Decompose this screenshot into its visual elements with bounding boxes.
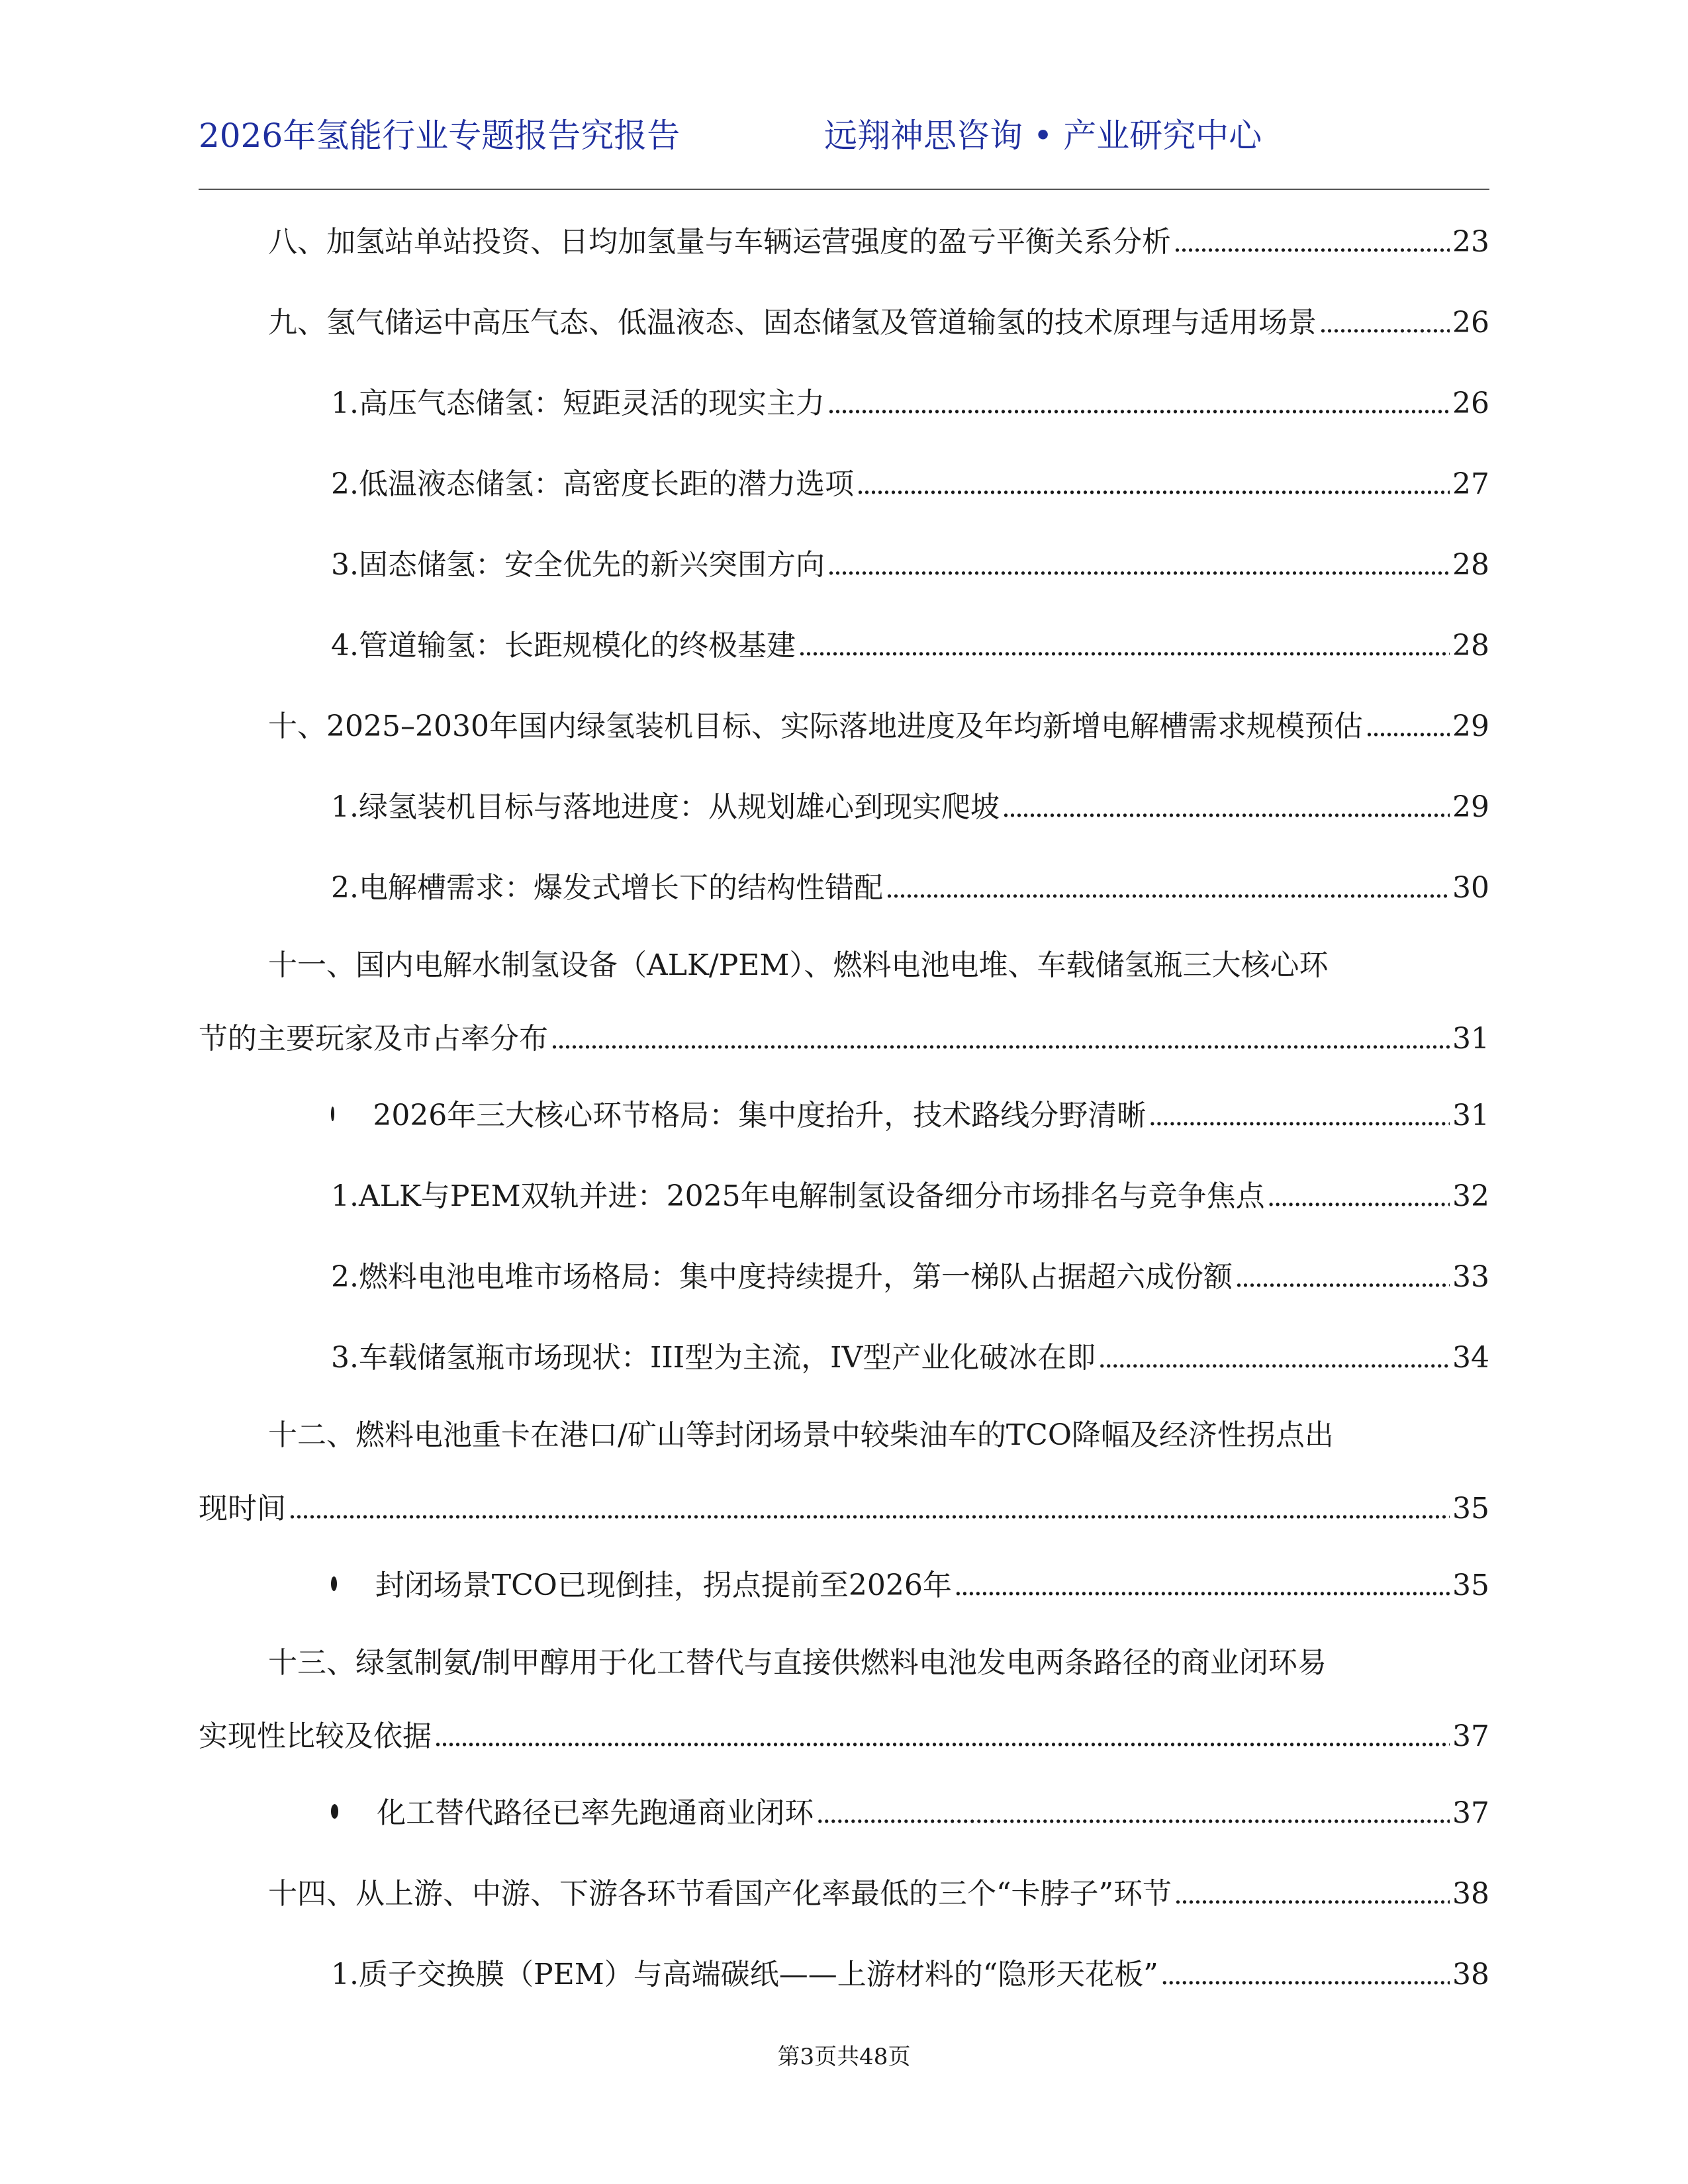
dot-leader <box>1235 1237 1450 1318</box>
toc-page-number: 37 <box>1452 1719 1489 1753</box>
dot-leader <box>1319 283 1450 363</box>
toc-entry-title: 1.ALK与PEM双轨并进：2025年电解制氢设备细分市场排名与竞争焦点 <box>331 1179 1265 1213</box>
dot-leader <box>1174 1854 1450 1934</box>
toc-entry-title: 1.绿氢装机目标与落地进度：从规划雄心到现实爬坡 <box>331 790 1000 824</box>
toc-entry[interactable] <box>199 1156 1489 1237</box>
dot-leader <box>1002 767 1450 848</box>
dot-leader <box>857 444 1450 525</box>
toc-entry-title: 2026年三大核心环节格局：集中度抬升，技术路线分野清晰 <box>373 1099 1147 1132</box>
toc-entry[interactable] <box>199 1934 1489 2015</box>
bullet-icon <box>331 1576 337 1591</box>
toc-entry-title: 2.燃料电池电堆市场格局：集中度持续提升，第一梯队占据超六成份额 <box>331 1260 1233 1294</box>
dot-leader <box>1098 1318 1450 1398</box>
toc-entry[interactable] <box>199 1075 1489 1156</box>
dot-leader <box>1366 686 1450 767</box>
toc-entry[interactable] <box>199 1854 1489 1934</box>
dot-leader <box>827 363 1450 444</box>
dot-leader <box>289 1473 1450 1545</box>
page-header <box>199 113 1489 159</box>
toc-entry[interactable] <box>199 686 1489 767</box>
toc-entry[interactable] <box>199 1398 1489 1545</box>
toc-entry-title: 2.电解槽需求：爆发式增长下的结构性错配 <box>331 871 883 905</box>
dot-leader <box>955 1545 1450 1626</box>
toc-entry-title: 十三、绿氢制氨/制甲醇用于化工替代与直接供燃料电池发电两条路径的商业闭环易 <box>268 1646 1327 1680</box>
toc-page-number: 26 <box>1452 387 1489 420</box>
toc-page-number: 35 <box>1452 1569 1489 1602</box>
toc-entry-title: 2.低温液态储氢：高密度长距的潜力选项 <box>331 467 854 501</box>
toc-entry[interactable] <box>199 202 1489 283</box>
toc-page-number: 28 <box>1452 629 1489 662</box>
report-title: 2026年氢能行业专题报告究报告 <box>199 116 680 155</box>
toc-entry-title: 封闭场景TCO已现倒挂，拐点提前至2026年 <box>375 1569 952 1602</box>
toc-page-number: 38 <box>1452 1958 1489 1991</box>
toc-page-number: 26 <box>1452 306 1489 340</box>
dot-leader <box>1149 1075 1450 1156</box>
toc-page-number: 23 <box>1452 225 1489 259</box>
toc-page-number: 33 <box>1452 1260 1489 1294</box>
toc-entry-title: 现时间 <box>199 1492 286 1525</box>
dot-leader <box>1161 1934 1450 2015</box>
toc-page-number: 27 <box>1452 467 1489 501</box>
toc-entry-title: 十、2025–2030年国内绿氢装机目标、实际落地进度及年均新增电解槽需求规模预估 <box>268 709 1363 743</box>
toc-entry-title: 1.质子交换膜（PEM）与高端碳纸——上游材料的“隐形天花板” <box>331 1958 1158 1991</box>
toc-entry[interactable] <box>199 929 1489 1075</box>
toc-page-number: 37 <box>1452 1796 1489 1830</box>
toc-entry-title: 十一、国内电解水制氢设备（ALK/PEM）、燃料电池电堆、车载储氢瓶三大核心环 <box>268 948 1329 982</box>
toc-entry-title: 4.管道输氢：长距规模化的终极基建 <box>331 629 796 662</box>
toc-entry[interactable] <box>199 1773 1489 1854</box>
toc-entry-title: 九、氢气储运中高压气态、低温液态、固态储氢及管道输氢的技术原理与适用场景 <box>268 306 1317 340</box>
toc-entry-title: 十二、燃料电池重卡在港口/矿山等封闭场景中较柴油车的TCO降幅及经济性拐点出 <box>268 1418 1334 1452</box>
toc-page-number: 29 <box>1452 709 1489 743</box>
dot-leader <box>1174 202 1450 283</box>
dot-leader <box>827 525 1450 606</box>
toc-page-number: 28 <box>1452 548 1489 582</box>
toc-entry[interactable] <box>199 444 1489 525</box>
toc-entry-title: 实现性比较及依据 <box>199 1719 432 1753</box>
header-divider <box>199 189 1489 190</box>
toc-page-number: 29 <box>1452 790 1489 824</box>
dot-leader <box>434 1700 1450 1773</box>
toc-entry-title: 1.高压气态储氢：短距灵活的现实主力 <box>331 387 825 420</box>
dot-leader <box>816 1773 1450 1854</box>
toc-entry[interactable] <box>199 767 1489 848</box>
toc-entry[interactable] <box>199 283 1489 363</box>
bullet-icon <box>331 1804 338 1819</box>
dot-leader <box>798 606 1450 686</box>
toc-entry[interactable] <box>199 363 1489 444</box>
dot-leader <box>886 848 1450 929</box>
toc-page-number: 35 <box>1452 1492 1489 1525</box>
toc-entry-title: 节的主要玩家及市占率分布 <box>199 1022 548 1056</box>
toc-entry[interactable] <box>199 1626 1489 1773</box>
toc-page-number: 32 <box>1452 1179 1489 1213</box>
page-footer: 第3页共48页 <box>777 2044 911 2070</box>
toc-entry-title: 十四、从上游、中游、下游各环节看国产化率最低的三个“卡脖子”环节 <box>268 1877 1172 1911</box>
toc-entry[interactable] <box>199 1318 1489 1398</box>
publisher-name: 远翔神思咨询 • 产业研究中心 <box>824 116 1262 155</box>
toc-entry-title: 3.固态储氢：安全优先的新兴突围方向 <box>331 548 825 582</box>
bullet-icon <box>331 1107 334 1121</box>
toc-entry[interactable] <box>199 606 1489 686</box>
dot-leader <box>1268 1156 1450 1237</box>
toc-entry-title: 化工替代路径已率先跑通商业闭环 <box>377 1796 814 1830</box>
toc-entry-title: 八、加氢站单站投资、日均加氢量与车辆运营强度的盈亏平衡关系分析 <box>268 225 1171 259</box>
toc-entry[interactable] <box>199 525 1489 606</box>
toc-entry[interactable] <box>199 1545 1489 1626</box>
dot-leader <box>551 1003 1450 1075</box>
table-of-contents <box>199 202 1489 2015</box>
toc-page-number: 38 <box>1452 1877 1489 1911</box>
toc-entry[interactable] <box>199 848 1489 929</box>
toc-page-number: 30 <box>1452 871 1489 905</box>
toc-entry[interactable] <box>199 1237 1489 1318</box>
toc-page-number: 34 <box>1452 1341 1489 1375</box>
toc-page-number: 31 <box>1452 1022 1489 1056</box>
toc-entry-title: 3.车载储氢瓶市场现状：III型为主流，IV型产业化破冰在即 <box>331 1341 1096 1375</box>
toc-page-number: 31 <box>1452 1099 1489 1132</box>
